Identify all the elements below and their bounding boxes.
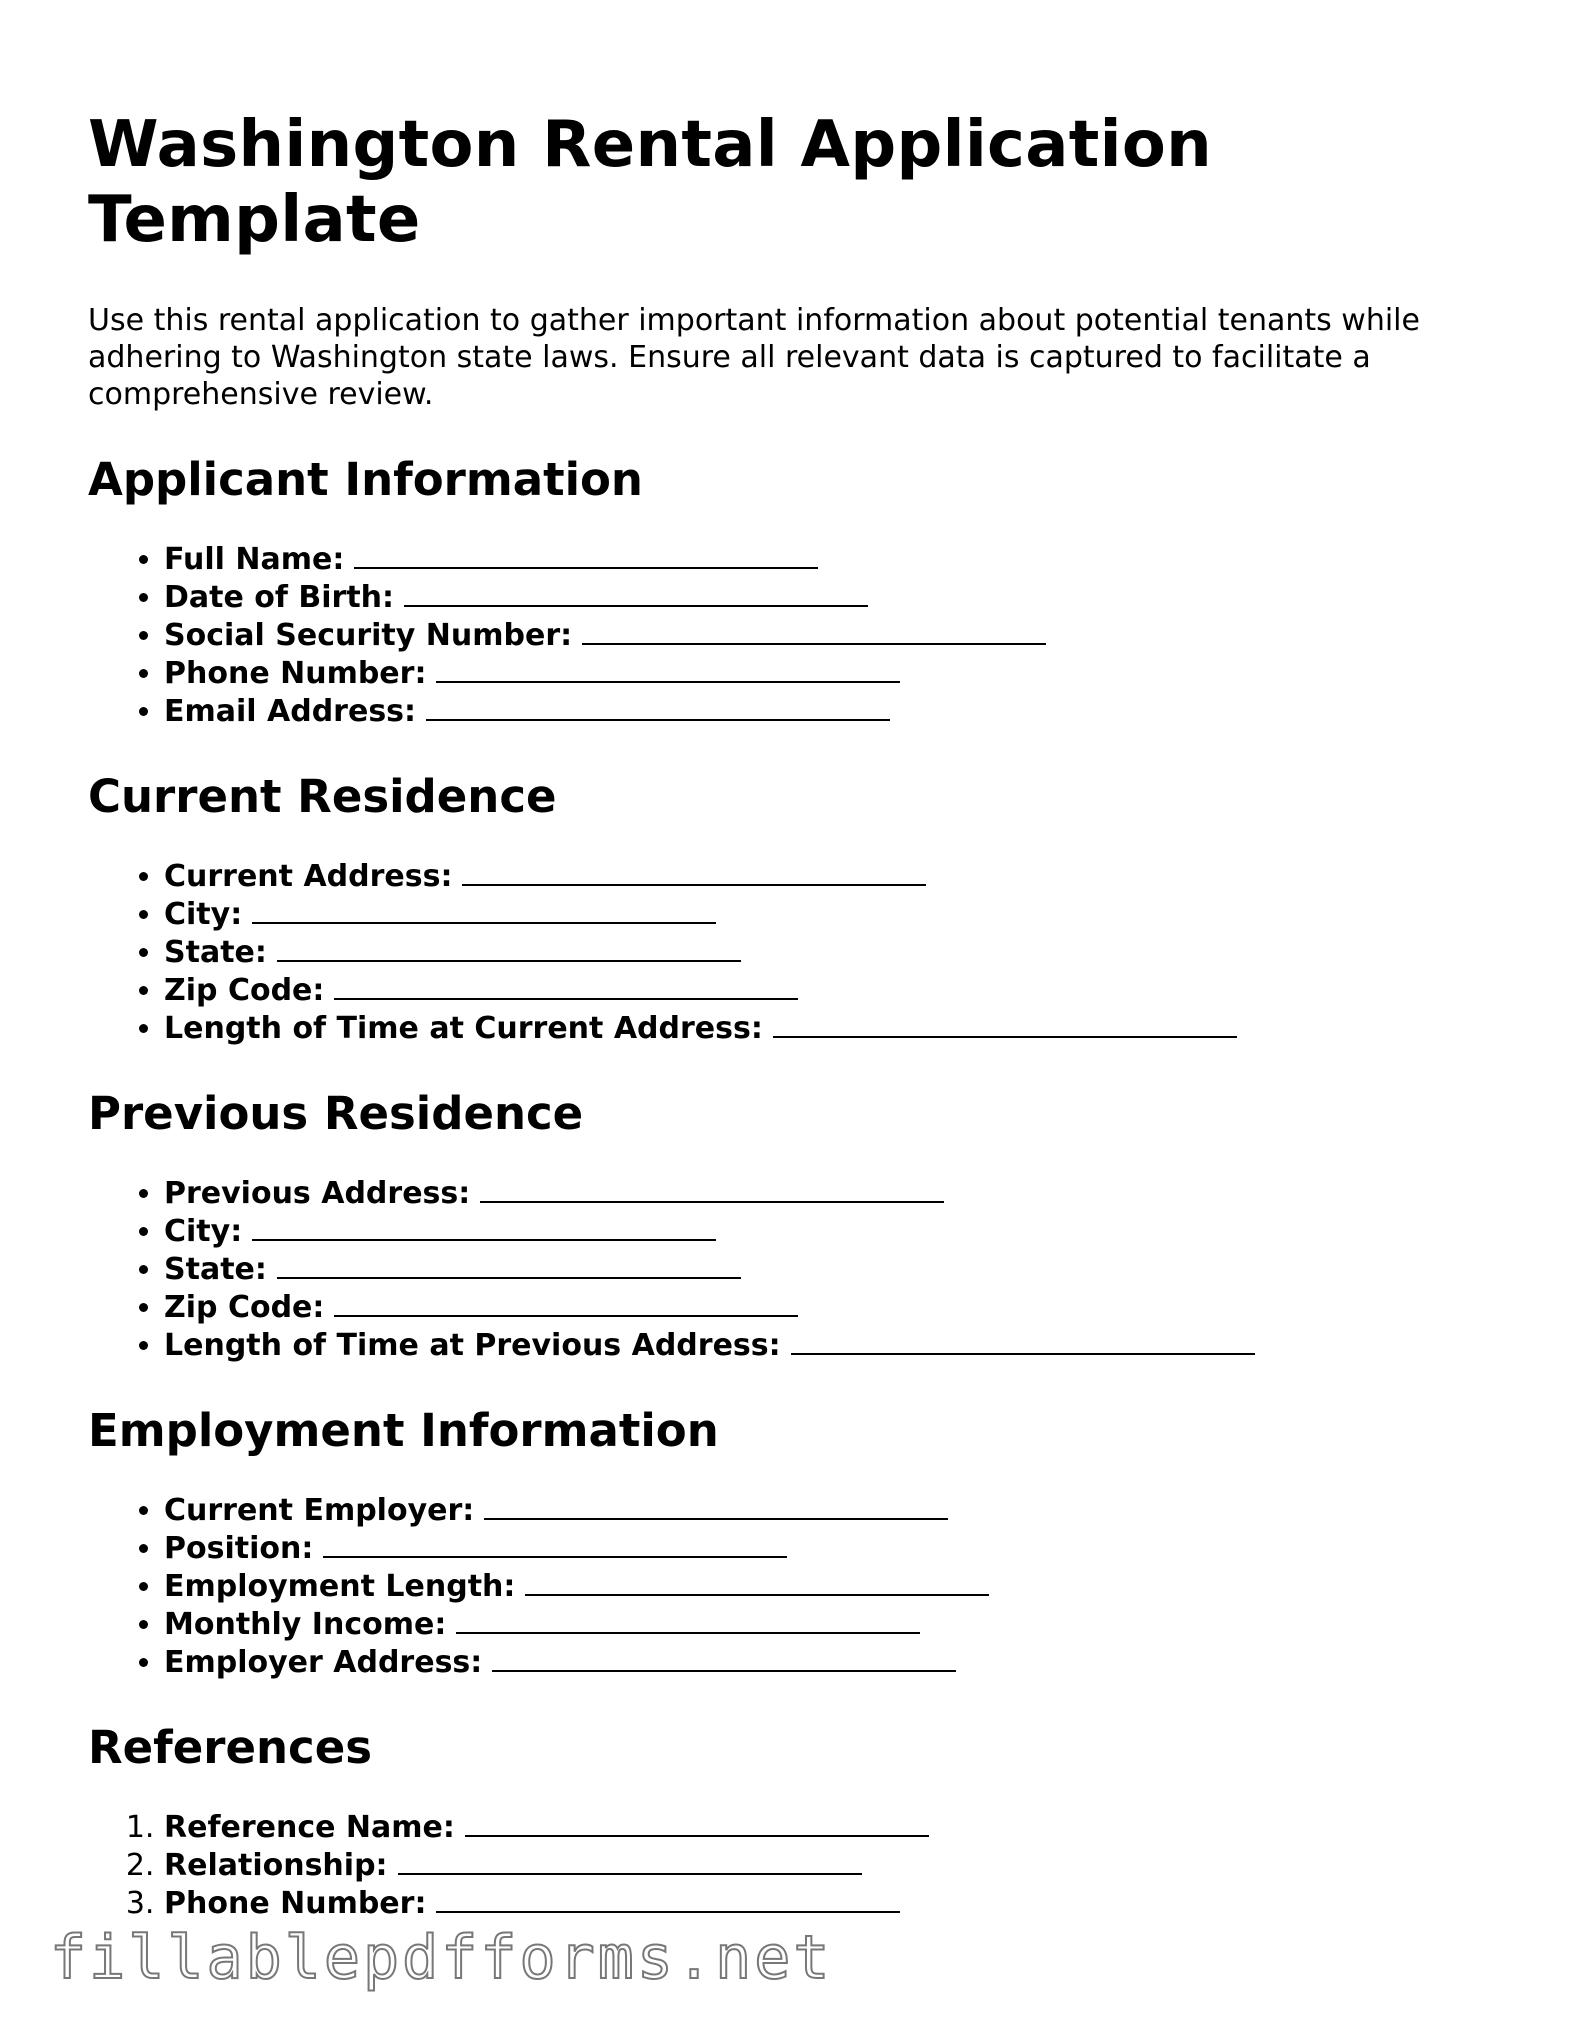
current-zip-code-field[interactable] [334, 971, 798, 1000]
current-city-field[interactable] [252, 895, 716, 924]
field-label: Social Security Number: [164, 618, 573, 653]
reference-name-field[interactable] [465, 1808, 929, 1837]
previous-residence-list [88, 1174, 1508, 1364]
list-item [164, 1009, 1508, 1047]
list-item [164, 1174, 1508, 1212]
field-label: Phone Number: [164, 1886, 427, 1921]
full-name-field[interactable] [354, 540, 818, 569]
document-page [88, 108, 1508, 1922]
previous-address-field[interactable] [480, 1174, 944, 1203]
section-heading-employment-information: Employment Information [88, 1404, 719, 1457]
intro-paragraph: Use this rental application to gather important information about potential tenants while adhering to Washington state laws. Ensure all relevant data is captured to facilitate a comprehensive review. [88, 303, 1420, 412]
list-item [164, 1808, 1508, 1846]
list-item [164, 654, 1508, 692]
field-label: Relationship: [164, 1848, 388, 1883]
date-of-birth-field[interactable] [404, 578, 868, 607]
document-title: Washington Rental Application Template [88, 108, 1213, 257]
list-item [164, 933, 1508, 971]
previous-city-field[interactable] [252, 1212, 716, 1241]
list-item [164, 540, 1508, 578]
applicant-information-list [88, 540, 1508, 730]
references-list [88, 1808, 1508, 1922]
field-label: Length of Time at Previous Address: [164, 1328, 781, 1363]
field-label: Monthly Income: [164, 1607, 447, 1642]
list-item [164, 616, 1508, 654]
current-employer-field[interactable] [484, 1491, 948, 1520]
list-item [164, 692, 1508, 730]
list-item [164, 971, 1508, 1009]
list-item [164, 578, 1508, 616]
field-label: State: [164, 935, 267, 970]
section-heading-current-residence: Current Residence [88, 770, 557, 823]
list-item [164, 1605, 1508, 1643]
relationship-field[interactable] [398, 1846, 862, 1875]
list-item [164, 1326, 1508, 1364]
field-label: Zip Code: [164, 973, 325, 1008]
current-length-of-time-field[interactable] [773, 1009, 1237, 1038]
field-label: Employer Address: [164, 1645, 483, 1680]
field-label: Reference Name: [164, 1810, 455, 1845]
monthly-income-field[interactable] [456, 1605, 920, 1634]
employment-length-field[interactable] [525, 1567, 989, 1596]
list-item [164, 1567, 1508, 1605]
list-item [164, 1643, 1508, 1681]
watermark: fillablepdfforms.net [50, 1923, 833, 1993]
list-item [164, 1288, 1508, 1326]
field-label: City: [164, 1214, 243, 1249]
list-item [164, 857, 1508, 895]
field-label: Current Address: [164, 859, 453, 894]
previous-zip-code-field[interactable] [334, 1288, 798, 1317]
employment-information-list [88, 1491, 1508, 1681]
list-item [164, 1529, 1508, 1567]
field-label: Full Name: [164, 542, 345, 577]
field-label: Date of Birth: [164, 580, 395, 615]
list-item [164, 1212, 1508, 1250]
reference-phone-number-field[interactable] [436, 1884, 900, 1913]
section-heading-previous-residence: Previous Residence [88, 1087, 584, 1140]
ssn-field[interactable] [582, 616, 1046, 645]
field-label: Length of Time at Current Address: [164, 1011, 763, 1046]
section-heading-applicant-information: Applicant Information [88, 453, 643, 506]
current-residence-list [88, 857, 1508, 1047]
employer-address-field[interactable] [492, 1643, 956, 1672]
field-label: Current Employer: [164, 1493, 475, 1528]
field-label: State: [164, 1252, 267, 1287]
email-address-field[interactable] [426, 692, 890, 721]
current-address-field[interactable] [462, 857, 926, 886]
position-field[interactable] [323, 1529, 787, 1558]
field-label: City: [164, 897, 243, 932]
list-item [164, 895, 1508, 933]
list-item [164, 1884, 1508, 1922]
field-label: Employment Length: [164, 1569, 516, 1604]
list-item [164, 1491, 1508, 1529]
previous-state-field[interactable] [277, 1250, 741, 1279]
field-label: Zip Code: [164, 1290, 325, 1325]
section-heading-references: References [88, 1721, 372, 1774]
field-label: Position: [164, 1531, 314, 1566]
field-label: Email Address: [164, 694, 417, 729]
field-label: Phone Number: [164, 656, 427, 691]
previous-length-of-time-field[interactable] [791, 1326, 1255, 1355]
list-item [164, 1250, 1508, 1288]
current-state-field[interactable] [277, 933, 741, 962]
list-item [164, 1846, 1508, 1884]
field-label: Previous Address: [164, 1176, 471, 1211]
phone-number-field[interactable] [436, 654, 900, 683]
